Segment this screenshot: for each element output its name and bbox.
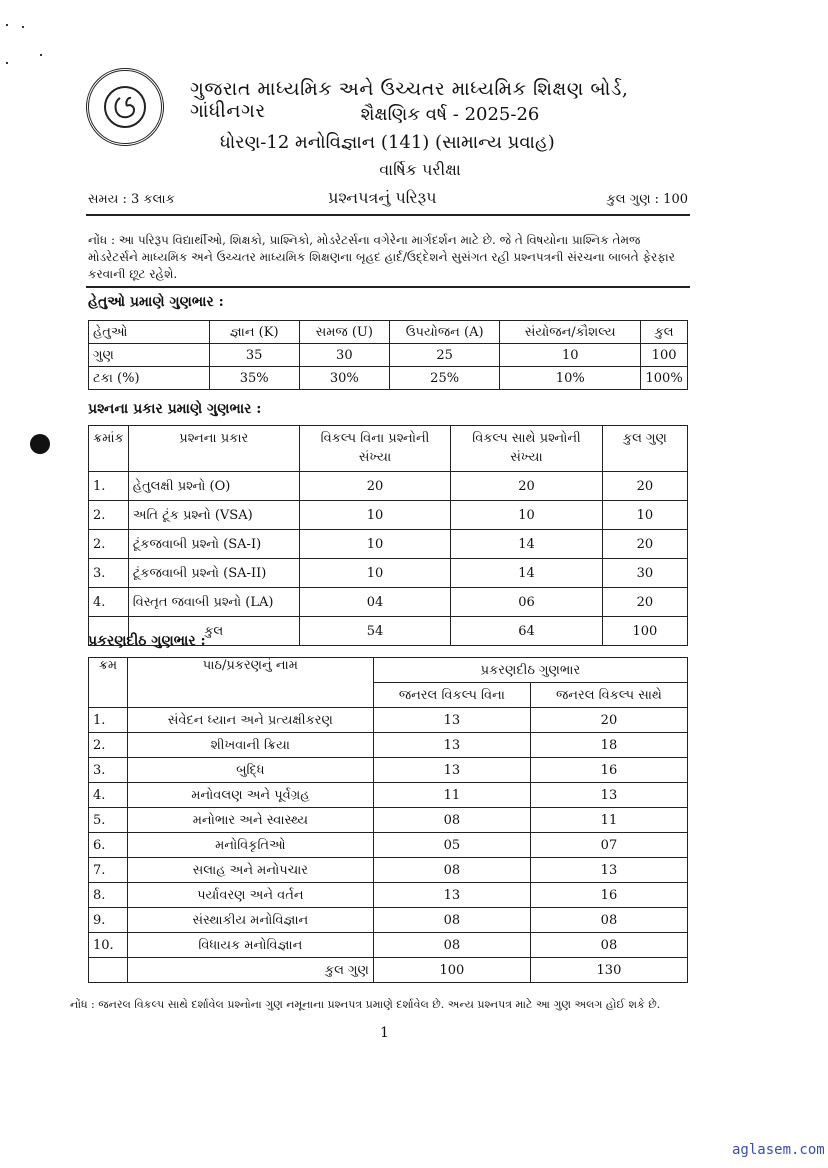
table-row (89, 883, 688, 908)
cell: વિધાયક મનોવિજ્ઞાન (127, 933, 373, 958)
table-header-row (89, 658, 688, 683)
cell: 13 (373, 733, 530, 758)
cell: 11 (373, 783, 530, 808)
cell: 08 (373, 858, 530, 883)
header-cell: ઉપયોજન (A) (389, 321, 499, 344)
cell: 14 (451, 530, 603, 559)
cell: 30% (299, 367, 389, 390)
cell: 54 (299, 617, 451, 646)
table-row (89, 472, 688, 501)
header-cell: પાઠ/પ્રકરણનું નામ (127, 658, 373, 708)
objectives-title: હેતુઓ પ્રમાણે ગુણભાર : (88, 294, 224, 310)
cell: 2. (89, 733, 128, 758)
cell: 100 (641, 344, 688, 367)
table-row (89, 588, 688, 617)
cell: 08 (373, 808, 530, 833)
cell: 2. (89, 501, 129, 530)
cell: 13 (373, 708, 530, 733)
cell: 9. (89, 908, 128, 933)
scan-speck (22, 26, 24, 28)
table-row (89, 530, 688, 559)
academic-year: શૈક્ષણિક વર્ષ - 2025-26 (360, 104, 540, 125)
cell: 6. (89, 833, 128, 858)
cell: મનોવલણ અને પૂર્વગ્રહ (127, 783, 373, 808)
cell: 13 (373, 758, 530, 783)
cell: 10% (500, 367, 641, 390)
cell: અતિ ટૂંક પ્રશ્નો (VSA) (128, 501, 299, 530)
question-types-title: પ્રશ્નના પ્રકાર પ્રમાણે ગુણભાર : (88, 401, 262, 417)
cell: 4. (89, 588, 129, 617)
subject-title: ધોરણ-12 મનોવિજ્ઞાન (141) (સામાન્ય પ્રવાહ) (220, 132, 555, 153)
cell: 13 (530, 858, 687, 883)
table-header-row (89, 321, 688, 344)
cell: 10 (299, 501, 451, 530)
header-cell: પ્રકરણદીઠ ગુણભાર (373, 658, 687, 683)
table-row (89, 501, 688, 530)
cell: 20 (602, 588, 687, 617)
table-row (89, 733, 688, 758)
cell: 10. (89, 933, 128, 958)
cell: 10 (451, 501, 603, 530)
table-total-row (89, 958, 688, 983)
table-row (89, 783, 688, 808)
cell: હેતુલક્ષી પ્રશ્નો (O) (128, 472, 299, 501)
footnote: નોંધ : જનરલ વિકલ્પ સાથે દર્શાવેલ પ્રશ્નોના ગુણ નમૂનાના પ્રશ્નપત્ર પ્રમાણે દર્શાવેલ છે. અન્ય પ્રશ્નપત્ર માટે આ ગુણ અલગ હોઈ શકે છે. (70, 998, 661, 1011)
cell: 4. (89, 783, 128, 808)
cell: 13 (530, 783, 687, 808)
header-cell: વિકલ્પ વિના પ્રશ્નોની સંખ્યા (299, 426, 451, 472)
cell: 20 (299, 472, 451, 501)
header-cell: ક્રમ (89, 658, 128, 708)
board-name: ગુજરાત માધ્યમિક અને ઉચ્ચતર માધ્યમિક શિક્ષણ બોર્ડ, ગાંધીનગર (190, 78, 629, 122)
cell: 10 (602, 501, 687, 530)
table-row (89, 559, 688, 588)
cell: 05 (373, 833, 530, 858)
cell: 20 (530, 708, 687, 733)
exam-name: વાર્ષિક પરીક્ષા (379, 160, 461, 179)
swan-icon (110, 92, 140, 122)
cell: ટૂંકજવાબી પ્રશ્નો (SA-II) (128, 559, 299, 588)
cell: 14 (451, 559, 603, 588)
cell: 08 (530, 908, 687, 933)
header-cell: વિકલ્પ સાથે પ્રશ્નોની સંખ્યા (451, 426, 603, 472)
cell: 20 (602, 530, 687, 559)
cell: 100 (602, 617, 687, 646)
header-cell: કુલ ગુણ (602, 426, 687, 472)
cell: 30 (299, 344, 389, 367)
cell: સંસ્થાકીય મનોવિજ્ઞાન (127, 908, 373, 933)
table-row (89, 808, 688, 833)
table-row (89, 908, 688, 933)
cell: મનોભાર અને સ્વાસ્થ્ય (127, 808, 373, 833)
cell: ગુણ (89, 344, 210, 367)
header-cell: હેતુઓ (89, 321, 210, 344)
header-cell: ક્રમાંક (89, 426, 129, 472)
cell: 8. (89, 883, 128, 908)
objectives-table (88, 320, 688, 390)
cell: 35% (209, 367, 299, 390)
header-cell: જ્ઞાન (K) (209, 321, 299, 344)
table-row (89, 933, 688, 958)
header-cell: કુલ (641, 321, 688, 344)
cell: બુદ્ધિ (127, 758, 373, 783)
cell: 13 (373, 883, 530, 908)
cell: 1. (89, 708, 128, 733)
cell: 04 (299, 588, 451, 617)
chapters-title: પ્રકરણદીઠ ગુણભાર : (88, 633, 206, 649)
cell: 3. (89, 758, 128, 783)
table-header-row (89, 426, 688, 472)
table-row (89, 833, 688, 858)
total-label: કુલ (128, 617, 299, 646)
cell (89, 958, 128, 983)
total-label: કુલ ગુણ (127, 958, 373, 983)
total-marks: કુલ ગુણ : 100 (606, 192, 688, 207)
cell: 20 (602, 472, 687, 501)
cell: 25 (389, 344, 499, 367)
chapters-table (88, 657, 688, 983)
cell: 16 (530, 883, 687, 908)
cell: 30 (602, 559, 687, 588)
cell: શીખવાની ક્રિયા (127, 733, 373, 758)
watermark-link[interactable]: aglasem.com (732, 1142, 825, 1158)
divider (86, 286, 690, 288)
cell: 100 (373, 958, 530, 983)
cell: 35 (209, 344, 299, 367)
cell: 3. (89, 559, 129, 588)
cell: વિસ્તૃત જવાબી પ્રશ્નો (LA) (128, 588, 299, 617)
table-row (89, 758, 688, 783)
cell: ટૂંકજવાબી પ્રશ્નો (SA-I) (128, 530, 299, 559)
cell: 08 (530, 933, 687, 958)
cell: 2. (89, 530, 129, 559)
table-row (89, 344, 688, 367)
scan-speck (6, 24, 8, 26)
note-text: નોંધ : આ પરિરૂપ વિદ્યાર્થીઓ, શિક્ષકો, પ્રાશ્નિકો, મોડરેટર્સના વગેરેના માર્ગદર્શન માટે છે. જે તે વિષયોના પ્રાશ્નિક તેમજ મોડરેટર્સને માધ્યમિક અને ઉચ્ચતર માધ્યમિક શિક્ષણના બૃહદ હાર્દ/ઉદ્દેશને સુસંગત રહી પ્રશ્નપત્રની સંરચના બાબતે ફેરફાર કરવાની છૂટ રહેશે. (88, 233, 675, 281)
header-cell: પ્રશ્નના પ્રકાર (128, 426, 299, 472)
cell: 130 (530, 958, 687, 983)
cell: 06 (451, 588, 603, 617)
question-types-table (88, 425, 688, 646)
cell: સલાહ અને મનોપચાર (127, 858, 373, 883)
page-number: 1 (380, 1025, 389, 1041)
header-cell: જનરલ વિકલ્પ વિના (373, 683, 530, 708)
cell: 10 (500, 344, 641, 367)
cell: 64 (451, 617, 603, 646)
punch-hole-mark (30, 434, 50, 454)
cell: પર્યાવરણ અને વર્તન (127, 883, 373, 908)
cell: 1. (89, 472, 129, 501)
header-cell: સંયોજન/કૌશલ્ય (500, 321, 641, 344)
table-row (89, 858, 688, 883)
table-row (89, 708, 688, 733)
table-row (89, 367, 688, 390)
header-cell: સમજ (U) (299, 321, 389, 344)
cell: 10 (299, 530, 451, 559)
cell: 07 (530, 833, 687, 858)
cell: સંવેદન ધ્યાન અને પ્રત્યક્ષીકરણ (127, 708, 373, 733)
cell: 18 (530, 733, 687, 758)
cell: ટકા (%) (89, 367, 210, 390)
divider (86, 214, 690, 216)
time-label: સમય : 3 કલાક (88, 192, 175, 207)
cell: 100% (641, 367, 688, 390)
cell: 20 (451, 472, 603, 501)
cell: 16 (530, 758, 687, 783)
scan-speck (40, 54, 42, 56)
cell: 08 (373, 933, 530, 958)
cell: 5. (89, 808, 128, 833)
cell: 7. (89, 858, 128, 883)
board-seal-icon (86, 68, 164, 146)
cell: 25% (389, 367, 499, 390)
blueprint-title: પ્રશ્નપત્રનું પરિરૂપ (328, 188, 437, 207)
header-cell: જનરલ વિકલ્પ સાથે (530, 683, 687, 708)
cell: 08 (373, 908, 530, 933)
cell: 10 (299, 559, 451, 588)
cell: મનોવિકૃતિઓ (127, 833, 373, 858)
scan-speck (6, 62, 8, 64)
cell: 11 (530, 808, 687, 833)
